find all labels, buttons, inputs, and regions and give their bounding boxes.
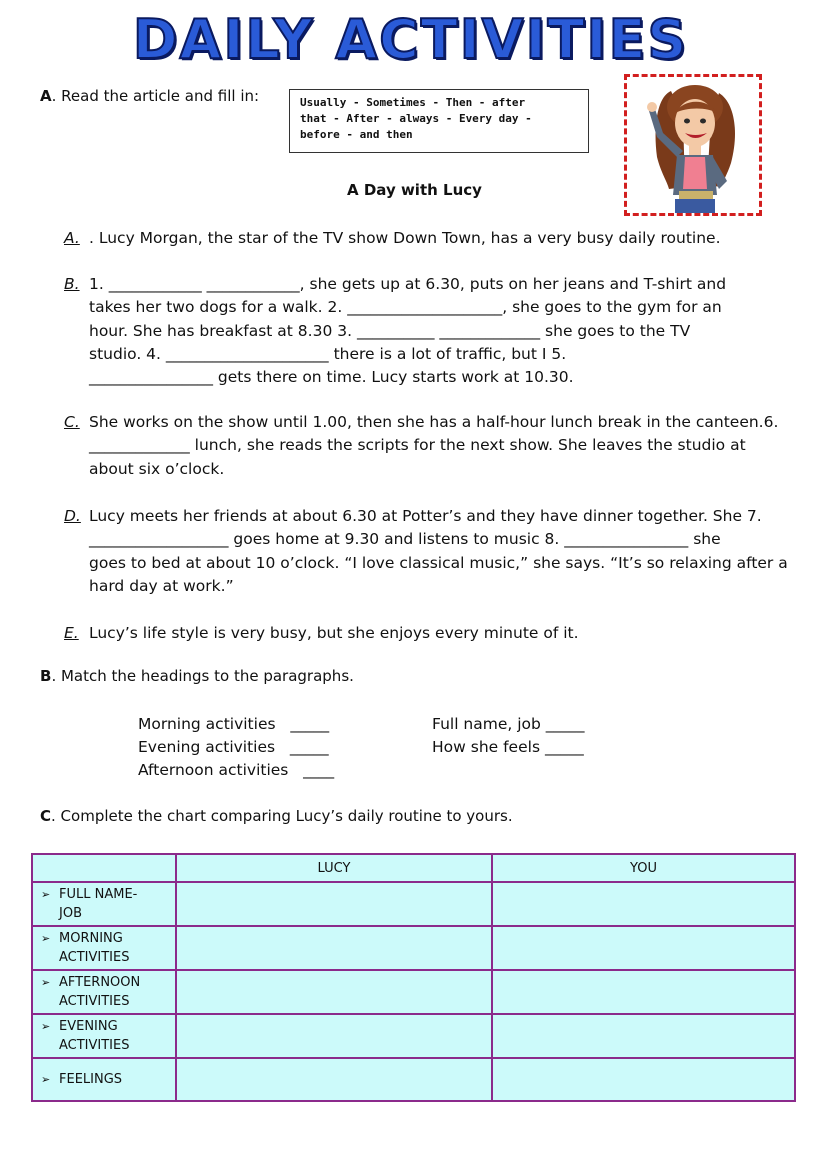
match-item: Evening activities _____ (138, 738, 329, 756)
row-label-line: JOB (59, 906, 82, 921)
match-item: Morning activities _____ (138, 715, 330, 733)
paragraph-label: C. (64, 413, 80, 431)
comparison-chart (31, 853, 796, 1102)
paragraph-line: Lucy’s life style is very busy, but she enjoys every minute of it. (89, 624, 579, 642)
you-answer-cell[interactable] (492, 970, 795, 1014)
chart-row-label (32, 882, 176, 926)
paragraph-line: She works on the show until 1.00, then she has a half-hour lunch break in the canteen.6. (89, 413, 779, 431)
paragraph-c (64, 411, 794, 481)
paragraph-label: E. (64, 624, 79, 642)
worksheet-title: DAILY ACTIVITIES (132, 8, 689, 71)
match-item: How she feels _____ (432, 738, 584, 756)
chart-row (32, 926, 795, 970)
woman-cartoon-icon (627, 77, 759, 213)
lucy-answer-cell[interactable] (176, 1058, 492, 1101)
you-answer-cell[interactable] (492, 1014, 795, 1058)
paragraph-line: takes her two dogs for a walk. 2. ____________________, she goes to the gym for an (89, 298, 722, 317)
row-label-line: EVENING (59, 1019, 118, 1034)
lucy-illustration (624, 74, 762, 216)
section-b-instruction (40, 667, 354, 685)
paragraph-line: ________________ gets there on time. Lucy starts work at 10.30. (89, 368, 574, 387)
paragraph-label: B. (64, 275, 80, 293)
paragraph-line: _____________ lunch, she reads the scripts for the next show. She leaves the studio at (89, 436, 746, 455)
arrow-bullet-icon: ➢ (41, 976, 51, 989)
word-box-line: Usually - Sometimes - Then - after (300, 96, 526, 109)
paragraph-label: A. (64, 229, 80, 247)
section-a-text: . Read the article and fill in: (51, 87, 260, 105)
section-b-text: . Match the headings to the paragraphs. (51, 667, 354, 685)
paragraph-d (64, 505, 794, 598)
chart-header-blank (32, 854, 176, 882)
lucy-answer-cell[interactable] (176, 970, 492, 1014)
row-label-line: FULL NAME- (59, 887, 138, 902)
chart-row (32, 970, 795, 1014)
paragraph-e (64, 622, 794, 645)
match-item: Afternoon activities ____ (138, 761, 335, 779)
section-c-instruction (40, 807, 513, 825)
arrow-bullet-icon: ➢ (41, 932, 51, 945)
word-box-line: before - and then (300, 128, 413, 141)
chart-row (32, 1058, 795, 1101)
row-label-line: FEELINGS (59, 1072, 123, 1087)
chart-header-you: YOU (492, 854, 795, 882)
you-answer-cell[interactable] (492, 882, 795, 926)
you-answer-cell[interactable] (492, 926, 795, 970)
chart-row-label (32, 1014, 176, 1058)
section-c-text: . Complete the chart comparing Lucy’s daily routine to yours. (51, 807, 513, 825)
paragraph-line: about six o’clock. (89, 459, 225, 478)
lucy-answer-cell[interactable] (176, 882, 492, 926)
arrow-bullet-icon: ➢ (41, 888, 51, 901)
row-label-line: ACTIVITIES (59, 950, 130, 965)
chart-header-row (32, 854, 795, 882)
row-label-line: AFTERNOON (59, 975, 141, 990)
chart-row (32, 882, 795, 926)
section-b-letter: B (40, 667, 52, 685)
paragraph-b (64, 273, 794, 389)
paragraph-line: 1. ____________ ____________, she gets up at 6.30, puts on her jeans and T-shirt and (89, 275, 727, 293)
chart-row (32, 1014, 795, 1058)
paragraph-line: studio. 4. _____________________ there is a lot of traffic, but I 5. (89, 344, 567, 363)
word-box (289, 89, 589, 153)
paragraph-a (64, 227, 794, 250)
row-label-line: MORNING (59, 931, 123, 946)
section-a-instruction (40, 87, 259, 105)
paragraph-line: goes to bed at about 10 o’clock. “I love classical music,” she says. “It’s so relaxing after a (89, 553, 788, 572)
paragraph-line: __________________ goes home at 9.30 and listens to music 8. ________________ she (89, 530, 721, 549)
paragraph-line: Lucy meets her friends at about 6.30 at Potter’s and they have dinner together. She 7. (89, 507, 762, 525)
paragraph-line: . Lucy Morgan, the star of the TV show Down Town, has a very busy daily routine. (89, 229, 721, 247)
paragraph-line: hard day at work.” (89, 576, 234, 595)
match-item: Full name, job _____ (432, 715, 585, 733)
lucy-answer-cell[interactable] (176, 1014, 492, 1058)
article-title: A Day with Lucy (347, 181, 482, 199)
word-box-line: that - After - always - Every day - (300, 112, 532, 125)
chart-row-label (32, 1058, 176, 1101)
lucy-answer-cell[interactable] (176, 926, 492, 970)
section-a-letter: A (40, 87, 52, 105)
paragraph-label: D. (64, 507, 81, 525)
arrow-bullet-icon: ➢ (41, 1073, 51, 1086)
you-answer-cell[interactable] (492, 1058, 795, 1101)
paragraph-line: hour. She has breakfast at 8.30 3. __________ _____________ she goes to the TV (89, 321, 691, 340)
chart-row-label (32, 926, 176, 970)
row-label-line: ACTIVITIES (59, 994, 130, 1009)
chart-header-lucy: LUCY (176, 854, 492, 882)
arrow-bullet-icon: ➢ (41, 1020, 51, 1033)
row-label-line: ACTIVITIES (59, 1038, 130, 1053)
section-c-letter: C (40, 807, 52, 825)
chart-row-label (32, 970, 176, 1014)
